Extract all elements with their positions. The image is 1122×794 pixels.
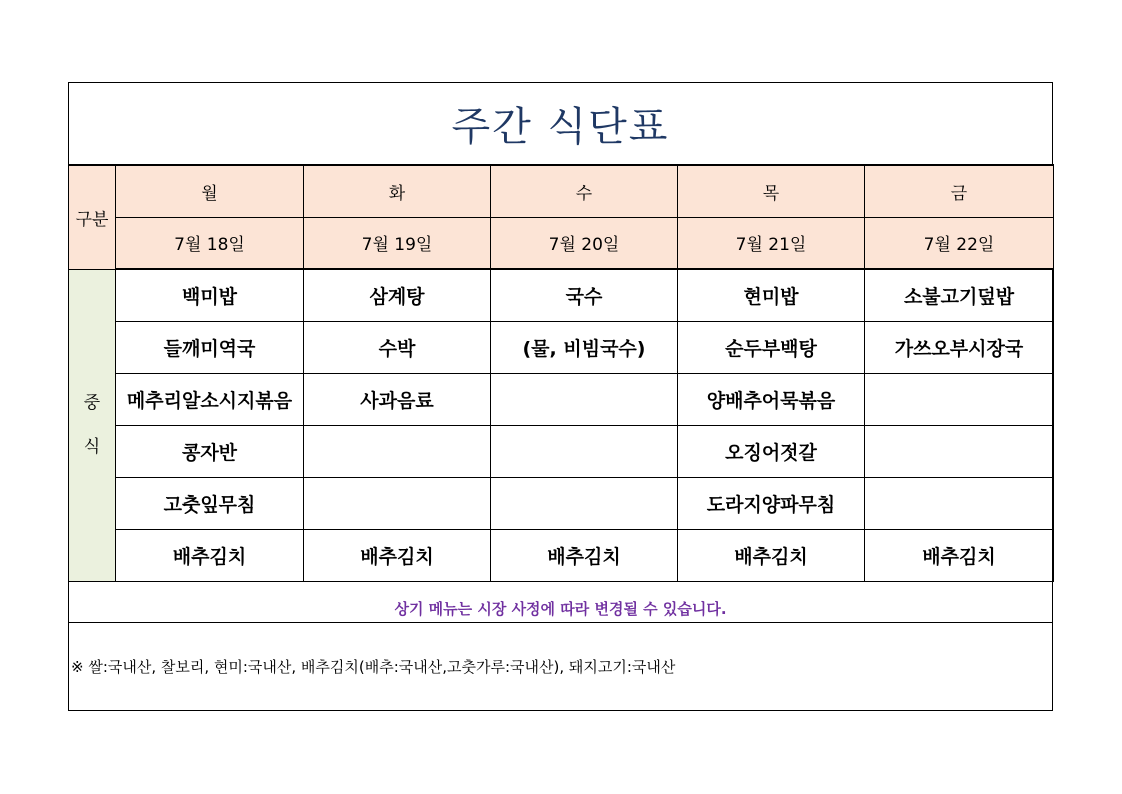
menu-cell: 사과음료	[304, 373, 491, 425]
day-header-fri: 금	[865, 165, 1054, 217]
lunch-label-line2: 식	[83, 437, 101, 457]
notice-row	[69, 594, 1052, 623]
menu-cell: 삼계탕	[304, 269, 491, 321]
menu-cell: 배추김치	[865, 529, 1054, 581]
menu-cell	[865, 373, 1054, 425]
menu-cell: 현미밥	[678, 269, 865, 321]
menu-cell	[491, 373, 678, 425]
date-header-wed: 7월 20일	[491, 217, 678, 269]
origin-row	[69, 623, 1052, 710]
date-header-row	[69, 217, 1054, 269]
menu-row	[69, 373, 1054, 425]
menu-row	[69, 269, 1054, 321]
menu-change-notice: 상기 메뉴는 시장 사정에 따라 변경될 수 있습니다.	[394, 599, 727, 618]
menu-sheet	[68, 82, 1053, 711]
menu-cell: 메추리알소시지볶음	[116, 373, 304, 425]
category-header: 구분	[69, 165, 116, 269]
lunch-label-line1: 중	[83, 393, 101, 413]
menu-cell: 양배추어묵볶음	[678, 373, 865, 425]
day-header-tue: 화	[304, 165, 491, 217]
menu-cell: 고춧잎무침	[116, 477, 304, 529]
menu-cell: 국수	[491, 269, 678, 321]
menu-cell	[304, 477, 491, 529]
menu-row	[69, 529, 1054, 581]
title-bar	[69, 83, 1052, 164]
date-header-tue: 7월 19일	[304, 217, 491, 269]
day-header-mon: 월	[116, 165, 304, 217]
menu-cell	[491, 425, 678, 477]
date-header-mon: 7월 18일	[116, 217, 304, 269]
menu-cell: 배추김치	[116, 529, 304, 581]
menu-cell	[865, 477, 1054, 529]
menu-row	[69, 321, 1054, 373]
lunch-label	[69, 269, 116, 581]
menu-cell: 배추김치	[678, 529, 865, 581]
menu-cell: 수박	[304, 321, 491, 373]
menu-cell: 순두부백탕	[678, 321, 865, 373]
menu-cell	[304, 425, 491, 477]
menu-cell: 가쓰오부시장국	[865, 321, 1054, 373]
menu-cell: 소불고기덮밥	[865, 269, 1054, 321]
menu-row	[69, 477, 1054, 529]
menu-cell	[491, 477, 678, 529]
menu-cell: 오징어젓갈	[678, 425, 865, 477]
day-header-thu: 목	[678, 165, 865, 217]
date-header-fri: 7월 22일	[865, 217, 1054, 269]
menu-cell: 백미밥	[116, 269, 304, 321]
menu-table	[68, 164, 1054, 582]
page-title: 주간 식단표	[451, 104, 670, 150]
menu-row	[69, 425, 1054, 477]
date-header-thu: 7월 21일	[678, 217, 865, 269]
day-header-wed: 수	[491, 165, 678, 217]
menu-cell	[865, 425, 1054, 477]
menu-cell: 배추김치	[304, 529, 491, 581]
menu-cell: 배추김치	[491, 529, 678, 581]
menu-cell: 들깨미역국	[116, 321, 304, 373]
origin-info: ※ 쌀:국내산, 찰보리, 현미:국내산, 배추김치(배추:국내산,고춧가루:국내산), 돼지고기:국내산	[71, 658, 676, 676]
menu-cell: (물, 비빔국수)	[491, 321, 678, 373]
menu-cell: 콩자반	[116, 425, 304, 477]
day-header-row	[69, 165, 1054, 217]
menu-cell: 도라지양파무침	[678, 477, 865, 529]
